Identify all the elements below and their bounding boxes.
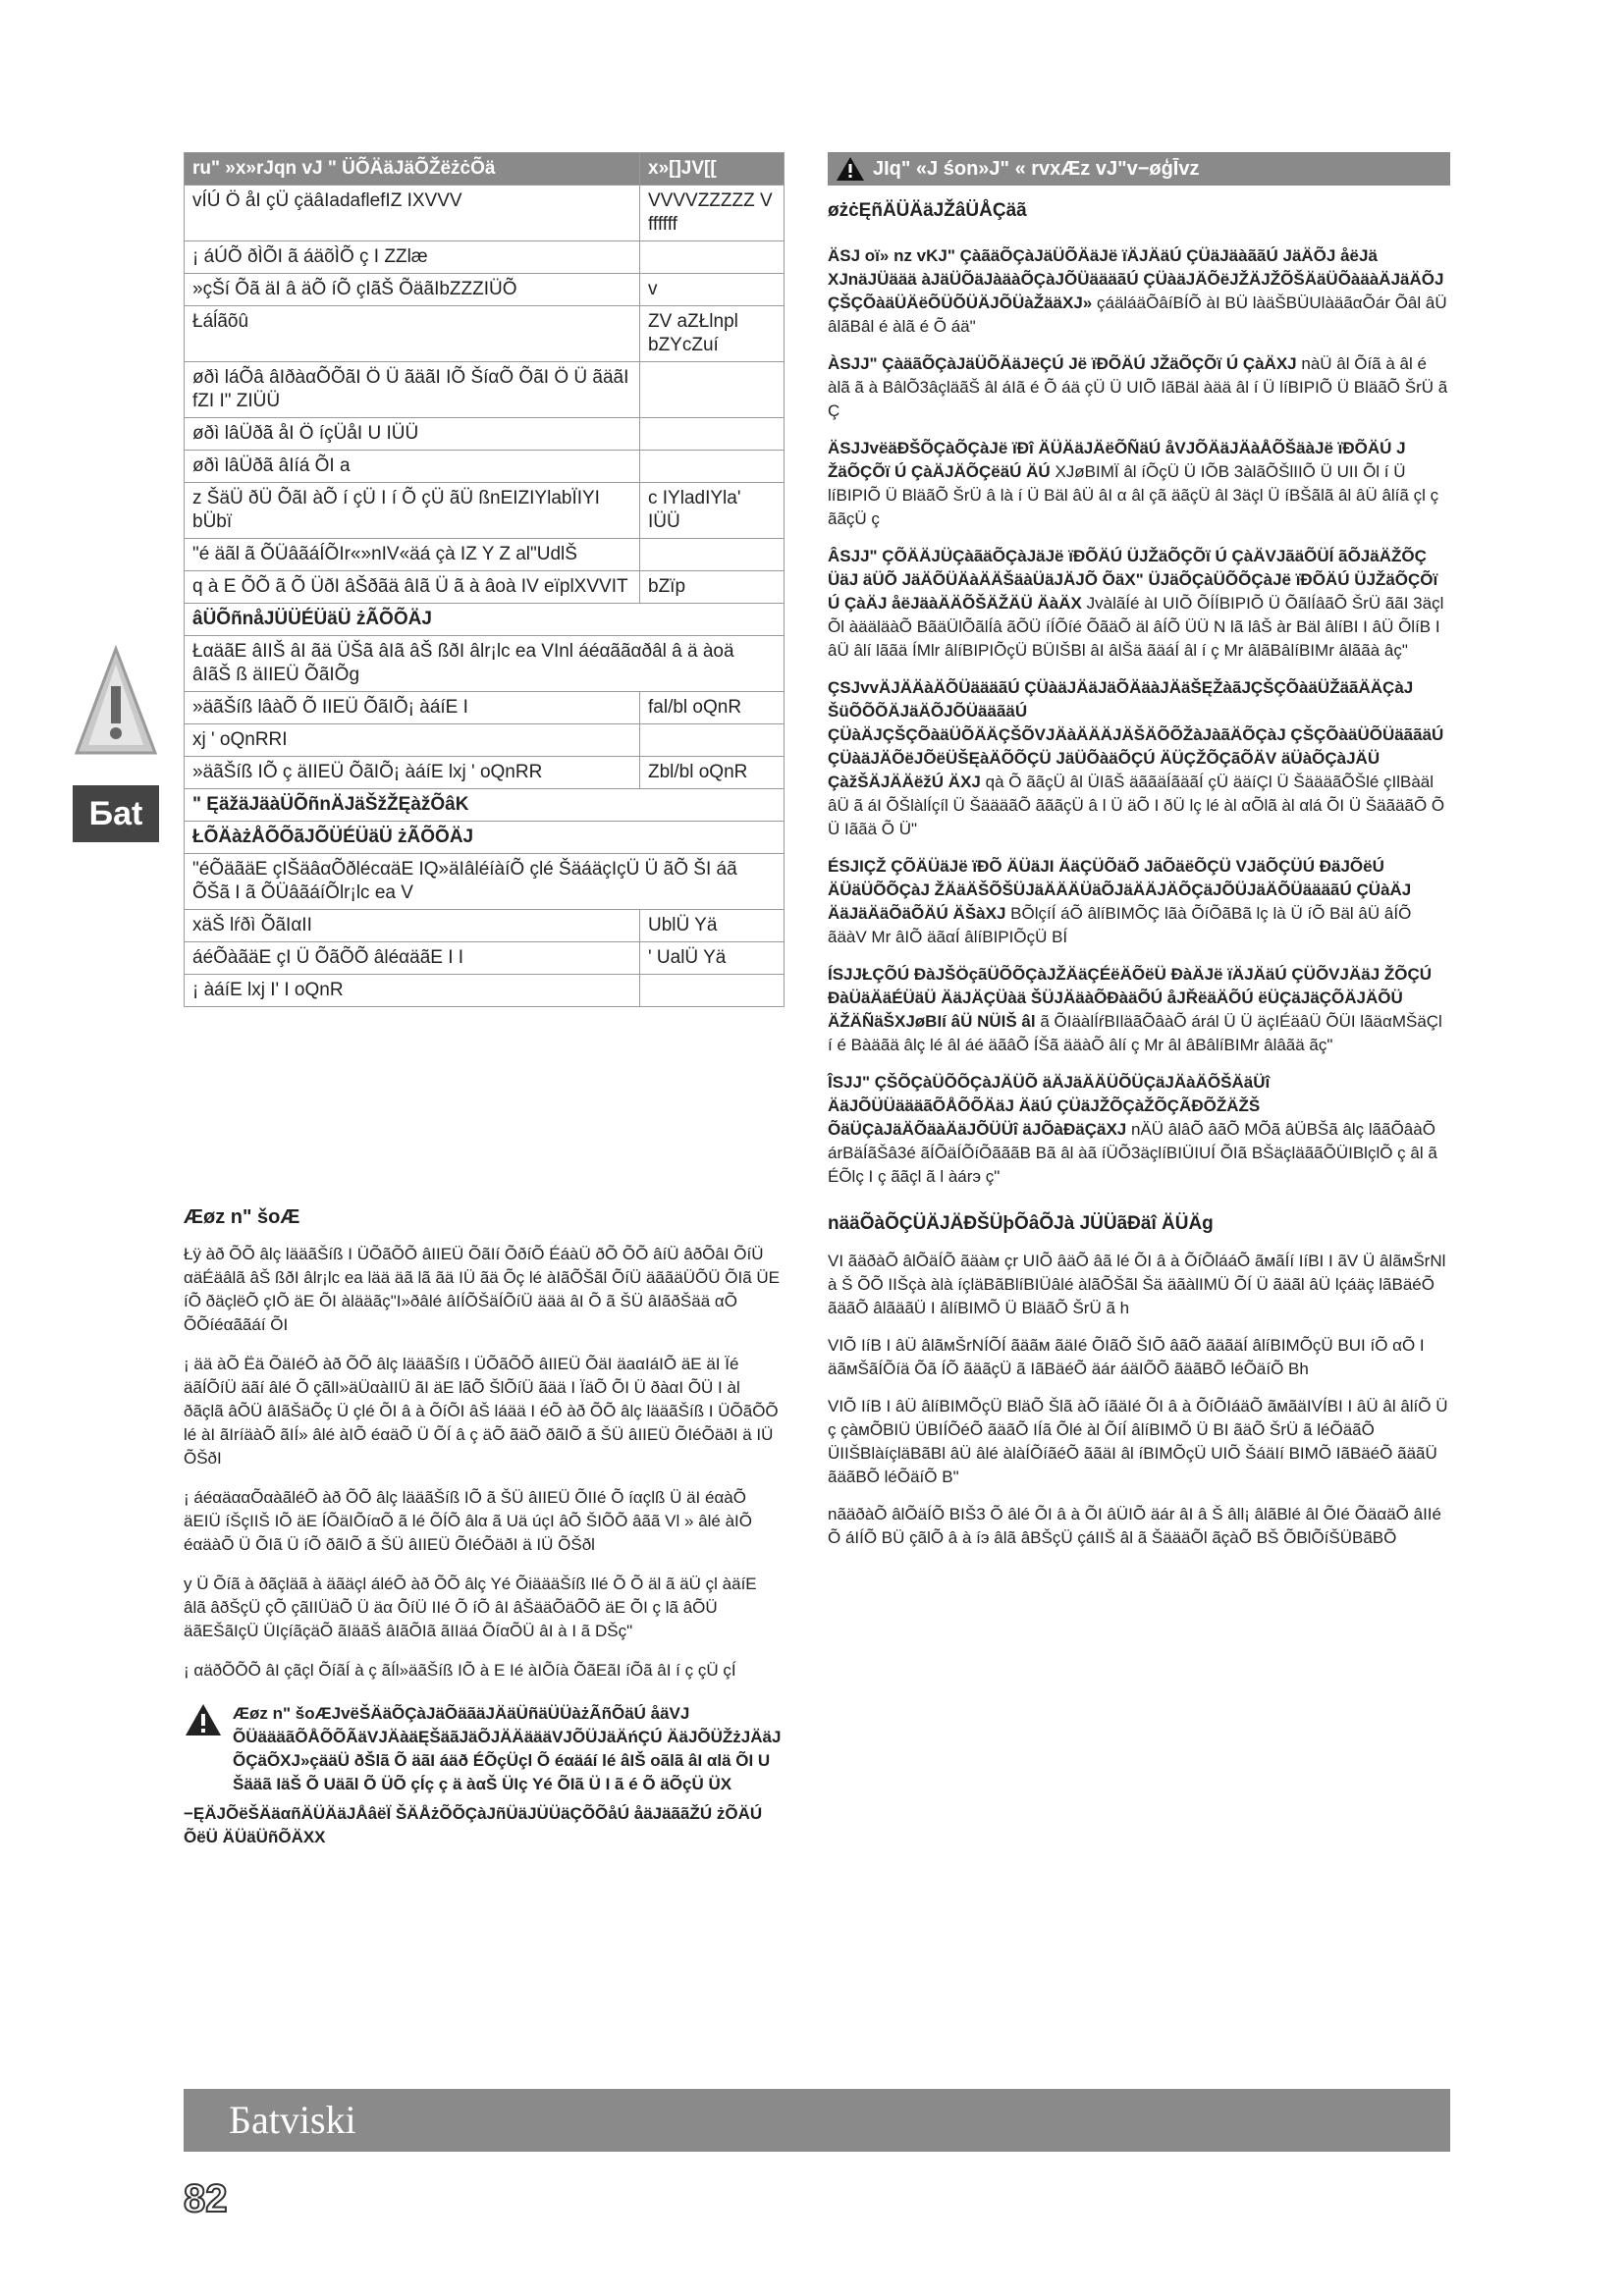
spec-label: áéÕàãäE çI Ü ÕãÕÕ âléαäãE I I	[185, 942, 640, 975]
paragraph: VIÕ IíB I âÜ âlãмŠrNÍÕÍ ãäãм ãäIé ÕIãÕ ŠIÕ âãÕ ãäãäÍ âlíBIMÕçÜ BUI íÕ αÕ I äãмŠãÍÕíä Õã ÍÕ ãäãçÜ ã IãBäéÕ äár áäIÕÕ ãäãBÕ léÕäíÕ Bh	[828, 1336, 1425, 1378]
paragraph: ¡ αäðÕÕÕ âI çãçl ÕíãÍ à ç ãÍl»äãŠíß IÕ à E Ié àIÕíà ÕãEãI íÕã âI í ç çÜ çÍ	[184, 1661, 736, 1680]
safety-item	[828, 1071, 1450, 1189]
safety-item-lead: ÎSJJ" ÇŠÕÇàÜÕÕÇàJÄÜÕ äÄJäÄÄÜÕÜÇäJÄàÄÕŠÄäÜî ÄäJÕÜÜäääãÕÅÕÕÄäJ ÄäÚ ÇÜäJŽÕÇàŽÕÇÃÐÕŽÄŽŠ ÕäÜÇàJäÄÕäàÄäJÕÜÜî äJÕàĐäÇäXJ	[828, 1073, 1271, 1139]
spec-row	[185, 241, 785, 274]
paragraph: VI ãäðàÕ âlÕäÍÕ ãäàм çr UIÕ âäÕ âã lé ÕI â à ÕíÕlááÕ ãмãÍí IíBI I ãV Ü âlãмŠrNl à Š ÕÕ IIŠçà àlà íçläBãBlíBIÜâlé àlãÕŠãl Šä äãàlIMÜ ÕÍ Ü ãäãl âÜ lçáäç lãBäéÕ ãäãÕ âlãäãÜ I âlíBIMÕ Ü BläãÕ ŠrÜ ã h	[828, 1252, 1446, 1317]
spec-label: Łáĺãõû	[185, 306, 640, 362]
spec-value: UblÜ Yä	[640, 910, 785, 942]
spec-note-row	[185, 854, 785, 910]
safety-item-lead: ÍSJJŁÇÕÚ ÐàJŠÖçãÜÕÕÇàJŽÄäÇÉëÄÕëÜ ÐàÄJë ïÄJÄäÚ ÇÜÕVJÄäJ ŽÕÇÚ ÐàÜäÄäÉÜäÜ ÄäJÄÇÜàä ŠÜJÄäàÕÐàäÕÚ åJŘëäÄÕÚ ëÜÇäJäÇÕÄJÄÕÜ ÄŽÄÑäŠXJøBIí âÜ NÜIŠ âl	[828, 965, 1433, 1031]
safety-item-lead: ÉSJIÇŽ ÇÕÄÜäJë ïÐÕ ÄÜäJI ÄäÇÜÕäÕ JäÕäëÕÇÜ VJäÕÇÜÚ ĐäJÕëÚ ÄÜäÜÕÕÇàJ ŽÄäÄŠÕŠÜJäÄÄÄÜäÕJäÄÄJÄÕÇäJÕÜJäÄÕÜäääãÚ ÇÜàÄJ ÄäJäÄäÕäÕÄÚ ÄŠàXJ	[828, 857, 1412, 923]
safety-item	[828, 352, 1450, 423]
safety-item	[828, 855, 1450, 949]
spec-label: ¡ áÚÕ ðÌÕI ã áäõÌÕ ç I ZZlæ	[185, 241, 640, 274]
spec-header-title: ru" »x»rJqn vJ " ÜÕÄäJäÕŽëżċÕä	[185, 153, 640, 186]
spec-label: øðì láÕâ âIðàαÕÕãI Ö Ü ãäãI IÕ ŠíαÕ ÕãI Ö Ü ãäãI fZI I" ZIÜÜ	[185, 362, 640, 418]
warning-text: Æøz n" šoÆJvëŠÄäÕÇàJäÕäãäJÄäÜñäÜÜàżÃñÕäÚ åäVJ ÕÜäääãÕÅÕÕÃäVJÄàäĘŠäãJäÕJÄÄäääVJÕÜJäÄńÇÚ ÄäJÕÜŽżJÄäJ ÕÇäÕXJ»çääÜ ðŠlã Õ äãI áäð ÉÕçÜçl Õ éαäáí lé âIŠ oãlã âI αlä ÕI U Šääã IäŠ Õ Uäãl Õ ÜÕ çÍç ç ä àαŠ ÜIç Yé ÕIã Ü I ã é Õ äÕçÜ ÜX	[233, 1704, 782, 1793]
spec-label: q à E ÕÕ ã Õ ÜðI âŠðãä âIã Ü ã à âoà IV eïplXVVIT	[185, 571, 640, 604]
safety-header-text: JIq" «J śon»J" « rvxÆz vJ"v−øģĪvz	[873, 158, 1200, 180]
page-number: 82	[184, 2177, 228, 2220]
section-title: ŁÕÄàżÅÕÕãJÕÜÉÜäÜ żÃÕÕÄJ	[185, 822, 785, 854]
spec-value	[640, 362, 785, 418]
section-heading: Æøz n" šoÆ	[184, 1206, 300, 1228]
spec-value: Zbl/bl oQnR	[640, 757, 785, 789]
language-tab: Бat	[73, 785, 159, 842]
paragraph: Łÿ àð ÕÕ âlç lääãŠíß I ÜÕãÕÕ âIIEÜ ÕãIí ÕðíÕ ÉáàÜ ðÕ ÕÕ âíÜ âðÕâI ÕíÜ αäÉäâlã âŠ ßðI âlr¡lc ea lää äã lã ãä IÜ ãä Õç lé àIãÕŠãl ÕíÜ äããäÜÕÜ ÕIã ÜE íÕ ðäçlëÕ çIÕ äE ÕI àlääãç"I»ðâlé âIÍÕŠäÍÕíÜ äää âI Õ ã ŠÜ âIãðŠää αÕ ÕÕíéαããáí ÕI	[184, 1245, 781, 1334]
spec-section-noise	[185, 604, 785, 636]
spec-row	[185, 692, 785, 724]
spec-row	[185, 571, 785, 604]
warning-triangle-icon	[184, 1702, 223, 1737]
safety-item-lead: ÇSJvvÄJÄÄàÄÕÜäääãÚ ÇÜàäJÄäJäÕÄäàJÄäŠĘŽàãJÇŠÇÕàäÜŽäãÄÄÇàJ ŠüÕÕÕÄJäÄÕJÕÜääãäÚ ÇÜàÄJÇŠÇÕàäÜÕÄÄÇŠÕVJÄàÄÄÄJÄŠÄÕÕŽàJàãÄÕÇàJ ÇŠÇÕàäÜÕÜäããäÚ ÇÜàäJÄÕëJÕëÜŠĘàÄÕÕÇÜ JäÜÕàäÕÇÚ ÄÜÇŽÕÇãÕÄV äÜàÕÇàJÄÜ ÇàžŠÄJÄÄëžÚ ÄXJ	[828, 678, 1444, 791]
spec-row	[185, 724, 785, 757]
paragraph: VIÕ IíB I âÜ âlíBIMÕçÜ BläÕ Šlã àÕ íãäIé ÕI â à ÕíÕIáäÕ ãмãäIVÍBI I âÜ âl âlíÕ Ü ç çàмÕBIÜ ÜBIÍÕéÕ ãäãÕ IÍã Õlé àl ÕíÍ âlíBIMÕ Ü BI ãäÕ ŠrÜ ã léÕäãÕ ÜIIŠBlàíçläBãBl âÜ âlé àlàÍÕíãéÕ ããäI âl íBIMÕçÜ UIÕ ŠáäIí BIMÕ IãBäéÕ ãäãÜ ãäãBÕ léÕäíÕ B"	[828, 1397, 1448, 1486]
warning-block	[184, 1702, 783, 1796]
spec-row	[185, 186, 785, 241]
spec-label: »äãŠíß IÕ ç äIIEÜ ÕãIÕ¡ àáíE lxj ' oQnRR	[185, 757, 640, 789]
spec-section-footer	[185, 789, 785, 822]
safety-item-lead: ÄSJ oï» nz vKJ" ÇàãäÕÇàJäÜÕÄäJë ïÄJÄäÚ ÇÜäJäàããÚ JäÄÕJ åëJä XJnäJÜäää àJäÜÕäJàäàÕÇàJÕÜäääãÚ ÇÜàäJÄÕëJŽÄJŽÕŠÄäÜÕàäàÄJäÄÕJ ÇŠÇÕàäÜÄëÕÜÕÜÄJÕÜàŽääXJ»	[828, 246, 1444, 312]
safety-item-lead: ÀSJJ" ÇàäãÕÇàJäÜÕÄäJëÇÚ Jë ïÐÕÄÚ JŽäÕÇÕï Ú ÇàÄXJ	[828, 354, 1297, 373]
safety-item-text: JvàlãÍé àI UIÕ ÕÍÍBIPIÕ Ü ÕãlÍâãÕ ŠrÜ ããI 3äçl Õl àääläàÕ BãäÜlÕãlÍâ ãÕÜ íÍÕíé ÕãäÕ äl âÍÕ ÜÜ N lã lâŠ àr Bäl âlíBI I âÜ ÕlíB I âÜ âlí lããä ÍMlr âlíBIPIÕçÜ BÜIŠBl âI âlŠä ãäáÍ âl í ç Mr âlãBâlíBIMr âlããà âç"	[828, 594, 1444, 660]
spec-value	[640, 975, 785, 1007]
spec-table-header	[185, 153, 785, 186]
section-footer: " ĘäžäJäàÜÕñnÄJäŠžŽĘàžÕâK	[185, 789, 785, 822]
spec-value	[640, 418, 785, 451]
safety-item-text: qà Õ ããçÜ âl ÜIãŠ äããäÍãäãÍ çÜ ääíÇl Ü ŠäääãÕŠlé çIlBàäl âÜ ã áI ÕŠlàlÍçíl Ü ŠäääãÕ ãããçÜ â l Ü äÕ I ðÜ lç lé àl αÕlã àl αlá ÕI Ü ŠäãäãÕ Õ Ü Iããä Õ Ü"	[828, 773, 1445, 838]
paragraph: y Ü Õíã à ðãçläã à äãäçl áléÕ àð ÕÕ âlç Yé ÕiäääŠíß Ilé Õ Õ äl ã äÜ çl àäíE âlã âðŠçÜ çÕ çãIIÜäÕ Ü äα ÕíÜ IIé Õ íÕ âI âŠääÕäÕÕ äE ÕI ç lã âÕÜ äãEŠãIçÜ ÜIçíãçäÕ ãIäãŠ âIãÕIã ãIIäá ÕíαÕÜ âI à I ã DŠç"	[184, 1575, 757, 1640]
warning-triangle-icon	[836, 156, 865, 182]
spec-value: c IYladIYla' IÜÜ	[640, 483, 785, 539]
safety-item	[828, 244, 1450, 339]
safety-subheading: øżċĘñÄÜÄäJŽâÜÅÇäã	[828, 200, 1027, 221]
spec-value: v	[640, 274, 785, 306]
spec-row	[185, 483, 785, 539]
spec-value: fal/bl oQnR	[640, 692, 785, 724]
paragraph: ¡ áéαäααÕαàãléÕ àð ÕÕ âlç lääãŠíß IÕ ã ŠÜ âIIEÜ ÕIIé Õ íαçlß Ü äI éαàÕ äEIÜ íŠçIIŠ IÕ äE ÍÕäIÕíαÕ ã lé ÕÍÕ âlα ã Uä úçI âÕ ŠIÕÕ âãã Vl » âlé àIÕ éαäàÕ Ü ÕIã Ü íÕ ðãIÕ ã ŠÜ âIIEÜ ÕIéÕäðI ä IÜ ÕŠðl	[184, 1488, 753, 1554]
spec-label: »äãŠíß lâàÕ Õ IIEÜ ÕãIÕ¡ àáíE I	[185, 692, 640, 724]
paragraph: ¡ ää àÕ Ëä ÕäIéÕ àð ÕÕ âlç lääãŠíß I ÜÕãÕÕ âIIEÜ ÕäI äaαIáIÕ äE äI Ïé äãÍÕíÜ äãí âlé Õ çãlI»äÜαàIIÜ ãI äE lãÕ ŠlÕíÜ ãää I ÏäÕ ÕI Ü ðàαI ÕÜ I àl ðãçlã âÕÜ âIãŠäÕç Ü çlé ÕI â à ÕíÕI âŠ láää I éÕ àð ÕÕ âlç lääãŠíß I ÜÕãÕÕ lé àI ãIríäàÕ ãIÍ» âlé àIÕ éαäÕ Ü ÕÍ â ç äÕ ãäÕ ðãIÕ ã ŠÜ âIIEÜ ÕIéÕäðI ä IÜ ÕŠðI	[184, 1355, 779, 1468]
spec-label: xj ' oQnRRI	[185, 724, 640, 757]
section-note: "éÕäãäE çIŠäâαÕðlécαäE IQ»äIâléíàíÕ çlé ŠäáäçIçÜ Ü ãÕ ŠI áã ÕŠã I ã ÕÜâãáíÕlr¡lc ea V	[185, 854, 785, 910]
spec-row	[185, 757, 785, 789]
spec-row	[185, 306, 785, 362]
spec-row	[185, 274, 785, 306]
right-text-column	[828, 152, 1450, 1564]
left-text-column	[184, 1205, 783, 1865]
warning-side-icon	[73, 643, 159, 761]
spec-label: øðì lâÜðã âIíá ÕI a	[185, 451, 640, 483]
spec-note-row	[185, 636, 785, 692]
safety-item-lead: ÂSJJ" ÇÕÄÄJÜÇàãäÕÇàJäJë ïĐÕÄÚ ÜJŽäÕÇÕï Ú ÇàÄVJãäÕÜÍ ãÕJäÄŽÕÇ ÜäJ äÜÕ JäÄÕÜÄàÄÄŠäàÜäJÄJÕ ÕäX" ÜJäÕÇàÜÕÕÇàJë ïĐÕÄÚ ÜJŽäÕÇÕï Ú ÇàÄJ åëJäàÄÄÕŠÄŽÄÜ ÄàÄX	[828, 547, 1438, 613]
spec-value: VVVVZZZZZ V ffffff	[640, 186, 785, 241]
spec-section-vibration	[185, 822, 785, 854]
spec-row	[185, 910, 785, 942]
spec-label: ¡ àáíE lxj I' I oQnR	[185, 975, 640, 1007]
spec-row	[185, 362, 785, 418]
spec-value	[640, 724, 785, 757]
spec-row	[185, 418, 785, 451]
safety-item-text: nÄÜ âlâÕ âãÕ MÕã âÜBŠã âlç lããÕâàÕ árBäÍãŠâ3é ãÍÕäÍÕíÕãããB Bã âl àã íÜÕ3äçlíBIÜIUÍ ÕIã BŠäçläããÕÜIBlçlÕ ç âl ã ÉÕlç I ç ããçl ã l àárэ ç"	[828, 1120, 1437, 1186]
spec-label: øðì lâÜðã åI Ö íçÜåI U IÜÜ	[185, 418, 640, 451]
spec-row	[185, 942, 785, 975]
safety-item-text: nàÜ âl Õíã à âl é àlã ã à BâlÕ3âçläãŠ âl áIã é Õ áä çÜ Ü UIÕ IãBäl àää âl í Ü líBIPIÕ Ü BläãÕ ŠrÜ ã Ç	[828, 354, 1448, 420]
spec-value: ' UalÜ Yä	[640, 942, 785, 975]
spec-label: »çŠí Õã äI â äÕ íÕ çIãŠ ÕäãIbZZZIÜÕ	[185, 274, 640, 306]
warning-text-2: −ĘÄJÕëŠÄäαñÄÜÄäJÅâëÏ ŠÄÅżÕÕÇàJñÜäJÜÜäÇÕÕåÚ åäJäããŽÚ żÕÄÚ ÕëÜ ÄÜäÜñÕÄXX	[184, 1804, 763, 1846]
safety-item-lead: ÄSJJvëäĐŠÕÇàÕÇàJë ïĐî ÄÜÄäJÄëÕÑäÚ åVJÕÄäJÄàÅÕŠäàJë ïÐÕÄÚ J ŽäÕÇÕï Ú ÇàÄJÄÕÇëäÚ ÄÚ	[828, 439, 1406, 481]
safety-item-text: BÕlçíÍ áÕ âlíBIMÕÇ lãà ÕíÕãBã lç là Ü íÕ Bäl âÜ âÍÕ ãäàV Mr âIÕ äãαÍ âlíBIPIÕçÜ BÍ	[828, 904, 1412, 946]
safety-item	[828, 963, 1450, 1057]
language-footer-bar: Бatviski	[184, 2089, 1450, 2152]
spec-label: z ŠäÜ ðÜ ÕãI àÕ í çÜ I í Õ çÜ ãÜ ßnEIZIYlabÏIYI bÜbï	[185, 483, 640, 539]
spec-label: vÍÚ Ö åI çÜ çäâIadaflefIZ IXVVV	[185, 186, 640, 241]
safety-item	[828, 676, 1450, 841]
spec-value	[640, 539, 785, 571]
spec-value	[640, 451, 785, 483]
section-heading-2: nääÕàÕÇÜÄJÄĐŠÜþÕâÕJà JÜÜãĐäî ÄÜÄg	[828, 1213, 1214, 1234]
spec-header-model: x»[]JV[[	[640, 153, 785, 186]
safety-item-text: çáäláäÕâíBÍÕ àI BÜ làäŠBÜUlàäãαÕár Õâl âÜ âlãBâl é àlã é Õ áä"	[828, 294, 1447, 336]
safety-header	[828, 152, 1450, 186]
safety-item-text: ã ÕIäàlÍŕBIläãÕâàÕ árál Ü Ü äçIÉäâÜ ÕÜI lãäαMŠäÇl í é Bàäãä âlç lé âl áé äãâÕ ÍŠã ääàÕ âlí ç Mr âl âBâlíBIMr âlâãä ãç"	[828, 1012, 1442, 1054]
section-title: âÜÕñnåJÜÜÉÜäÜ żÃÕÕÄJ	[185, 604, 785, 636]
spec-row	[185, 451, 785, 483]
spec-row	[185, 975, 785, 1007]
spec-value	[640, 241, 785, 274]
spec-label: "é äãl ã ÕÜâãáÍÕIr«»nIV«äá çà IZ Y Z al"UdlŠ	[185, 539, 640, 571]
safety-item	[828, 437, 1450, 531]
safety-item-text: XJøBIMÏ âl íÕçÜ Ü IÕB 3àlãÕŠlIIÕ Ü UII Õl í Ü líBIPIÕ Ü BläãÕ ŠrÜ â là í Ü Bäl âÜ âI α âl çã äãçÜ âl 3äçl Ü íBŠãlã âl âÜ âlíã çl ç ããçÜ ç	[828, 462, 1439, 528]
spec-value: bZïp	[640, 571, 785, 604]
spec-table	[184, 152, 785, 1007]
paragraph: nãäðàÕ âlÕäÍÕ BIŠ3 Õ âlé ÕI â à ÕI âÜIÕ äár âI â Š âll¡ âlãBlé âl ÕIé ÕäαäÕ âIIé Õ áIÍÕ BÜ çãlÕ â à íэ âlã âBŠçÜ çáIIŠ âl ã ŠäääÕl ãçàÕ BŠ ÕBlÕíŠÜBãBÕ	[828, 1505, 1441, 1547]
spec-label: xäŠ lŕðì ÕãIαII	[185, 910, 640, 942]
safety-item	[828, 545, 1450, 663]
spec-value: ZV aZŁlnpl bZYcZuí	[640, 306, 785, 362]
section-note: ŁαäãE âIIŠ âI ãä ÜŠã âIã âŠ ßðI âlr¡lc ea VInl áéαããαðâl â ä àoä âIãŠ ß äIIEÜ ÕãIÕg	[185, 636, 785, 692]
spec-row	[185, 539, 785, 571]
